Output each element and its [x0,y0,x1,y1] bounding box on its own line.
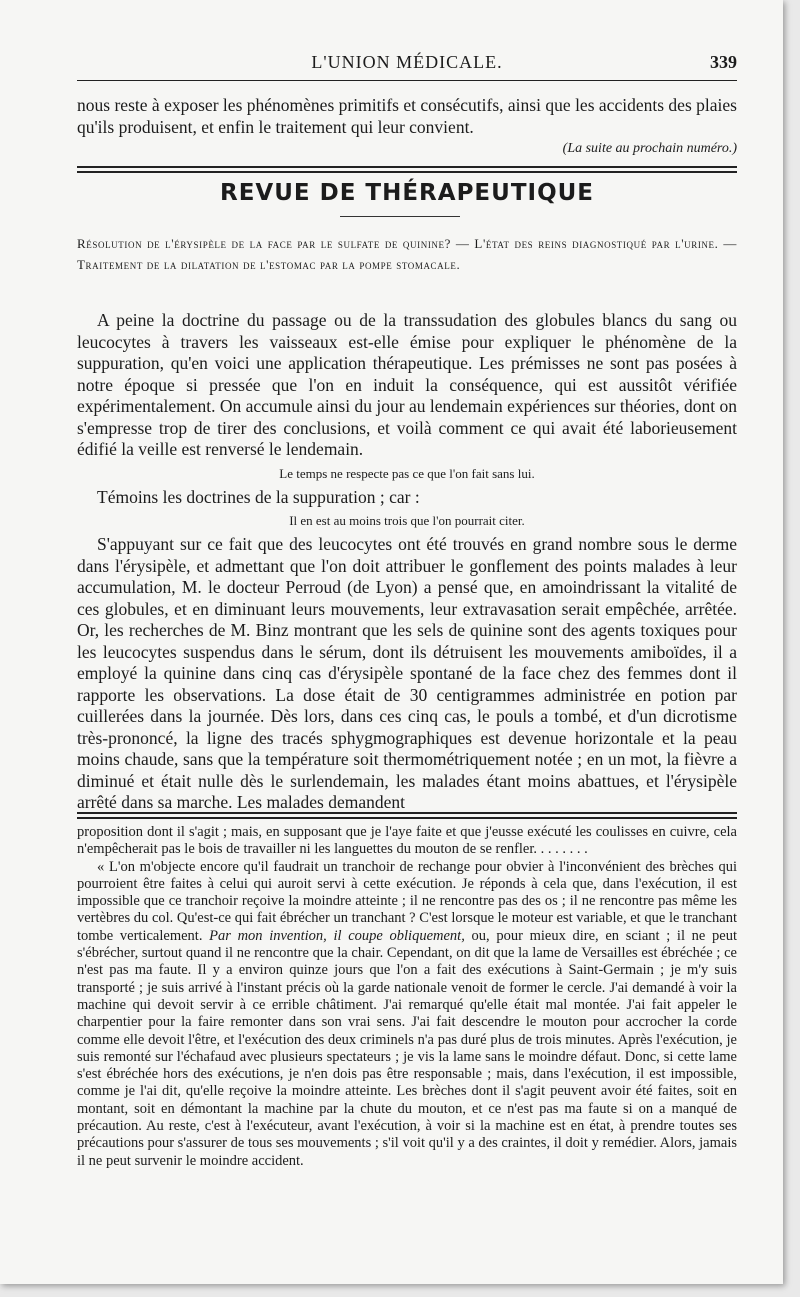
footnote-paragraph-1: proposition dont il s'agit ; mais, en supposant que je l'aye faite et que j'eusse exécuté les coulisses en cuivre, cela n'empêcherait pas le bois de travailler ni les languettes du mouton de se renfler. . . . . . . . [77,824,737,858]
footnote-text-b: ou, pour mieux dire, en sciant ; il ne peut s'ébrécher, surtout quand il ne rencontre que la chair. Cependant, on dit que la lame de Versailles est ébréchée ; ce n'est pas ma faute. Il y a environ quinze jours que l'on a fait des exécutions à Saint-Germain ; je m'y suis transporté ; je suis arrivé à l'instant précis où la garde nationale venoit de former le cercle. J'ai demandé à voir la machine qui devoit servir à ce errible châtiment. J'ai remarqué qu'elle était mal montée. J'ai fait appeler le charpentier pour la faire remonter dans son vrai sens. J'ai fait descendre le mouton pour accrocher la corde comme elle devoit l'être, et l'exécution des deux criminels n'a pas duré plus de trois minutes. Après l'exécution, je suis remonté sur l'échafaud avec plusieurs spectateurs ; je vis la lame sans le moindre défaut. Donc, si cette lame s'est ébréchée hors des exécutions, je n'en dois pas être responsable ; mais, dans l'exécution, il est impossible, comme je l'ai dit, qu'elle reçoive la moindre atteinte. Les brèches dont il s'agit peuvent avoir été faites, soit en montant, soit en démontant la machine par la chute du mouton, et ce n'est pas ma faute si on a manqué de précaution. Au reste, c'est à l'exécuteur, avant l'exécution, à voir si la machine est en état, à prendre toutes ses précautions pour s'assurer de tous ses mouvements ; s'il voit qu'il y a des craintes, il doit y remédier. Alors, jamais il ne peut survenir le moindre accident. [77,927,737,1169]
quote-1: Le temps ne respecte pas ce que l'on fait sans lui. [279,465,535,481]
quote-2: Il en est au moins trois que l'on pourrait citer. [289,513,525,528]
paragraph-2: Témoins les doctrines de la suppuration ; car : [97,486,420,507]
paragraph-1: A peine la doctrine du passage ou de la transsudation des globules blancs du sang ou leucocytes à travers les vaisseaux est-elle émise pour expliquer le phénomène de la suppuration, qu'en voici une application thérapeutique. Les prémisses ne sont pas posées à notre époque si pressée que l'on en induit la conséquence, qui est aussitôt vérifiée expérimentalement. On accumule ainsi du jour au lendemain expériences sur théories, dont on s'empresse trop de tirer des conclusions, et voilà comment ce qui avait été laborieusement édifié la veille est renversé le lendemain. [77,310,737,459]
section-title: REVUE DE THÉRAPEUTIQUE [219,180,595,206]
section-subtitle: Résolution de l'érysipèle de la face par le sulfate de quinine? — L'état des reins diagnostiqué par l'urine. — Traitement de la dilatation de l'estomac par la pompe stomacale. [77,236,737,272]
article-body [77,310,737,814]
feuilleton [77,824,737,1170]
footnote-emphasis: Par mon invention, il coupe obliquement, [209,927,465,944]
footnote-text-a: « L'on m'objecte encore qu'il faudrait un tranchoir de rechange pour obvier à l'inconvénient des brèches qui pourroient être faites à celui qui auroit servi à cette exécution. Je réponds à cela que, dans l'exécution, il est impossible que ce tranchoir reçoive la moindre atteinte ; il ne rencontre pas des os ; il ne rencontre pas même les vertèbres du col. Qu'est-ce qui fait ébrécher un tranchant ? C'est lorsque le moteur est variable, et que le tranchant tombe verticalement. [77,858,737,944]
title-underline [340,216,460,217]
footnote-separator [77,812,737,819]
section-separator [77,166,737,173]
footnote-paragraph-2 [77,859,737,1170]
running-header [77,52,737,76]
header-rule [77,80,737,81]
journal-title: L'UNION MÉDICALE. [311,52,503,72]
lead-text: nous reste à exposer les phénomènes primitifs et consécutifs, ainsi que les accidents des plaies qu'ils produisent, et enfin le traitement qui leur convient. [77,95,737,137]
paragraph-3: S'appuyant sur ce fait que des leucocytes ont été trouvés en grand nombre sous le derme dans l'érysipèle, et admettant que l'on doit attribuer le gonflement des points malades à leur accumulation, M. le docteur Perroud (de Lyon) a pensé que, en amoindrissant la vitalité de ces globules, et en diminuant leurs mouvements, leur extravasation serait empêchée, arrêtée. Or, les recherches de M. Binz montrant que les sels de quinine sont des agents toxiques pour les leucocytes suspendus dans le sérum, dont ils détruisent les mouvements amiboïdes, il a employé la quinine dans cinq cas d'érysipèle spontané de la face chez des femmes dont il rapporte les observations. La dose était de 30 centigrammes administrée en potion par cuillerées dans la journée. Dès lors, dans ces cinq cas, le pouls a tombé, et d'un dicrotisme très-prononcé, la ligne des tracés sphygmographiques est devenue horizontale et la peau moins chaude, sans que la température soit thermométriquement notée ; en un mot, la fièvre a diminué et était nulle dès le surlendemain, les malades étant moins abattues, et l'érysipèle arrêté dans sa marche. Les malades demandent [77,534,737,812]
page-number: 339 [710,52,737,72]
lead-paragraph [77,94,737,160]
continuation-note: (La suite au prochain numéro.) [562,141,737,156]
